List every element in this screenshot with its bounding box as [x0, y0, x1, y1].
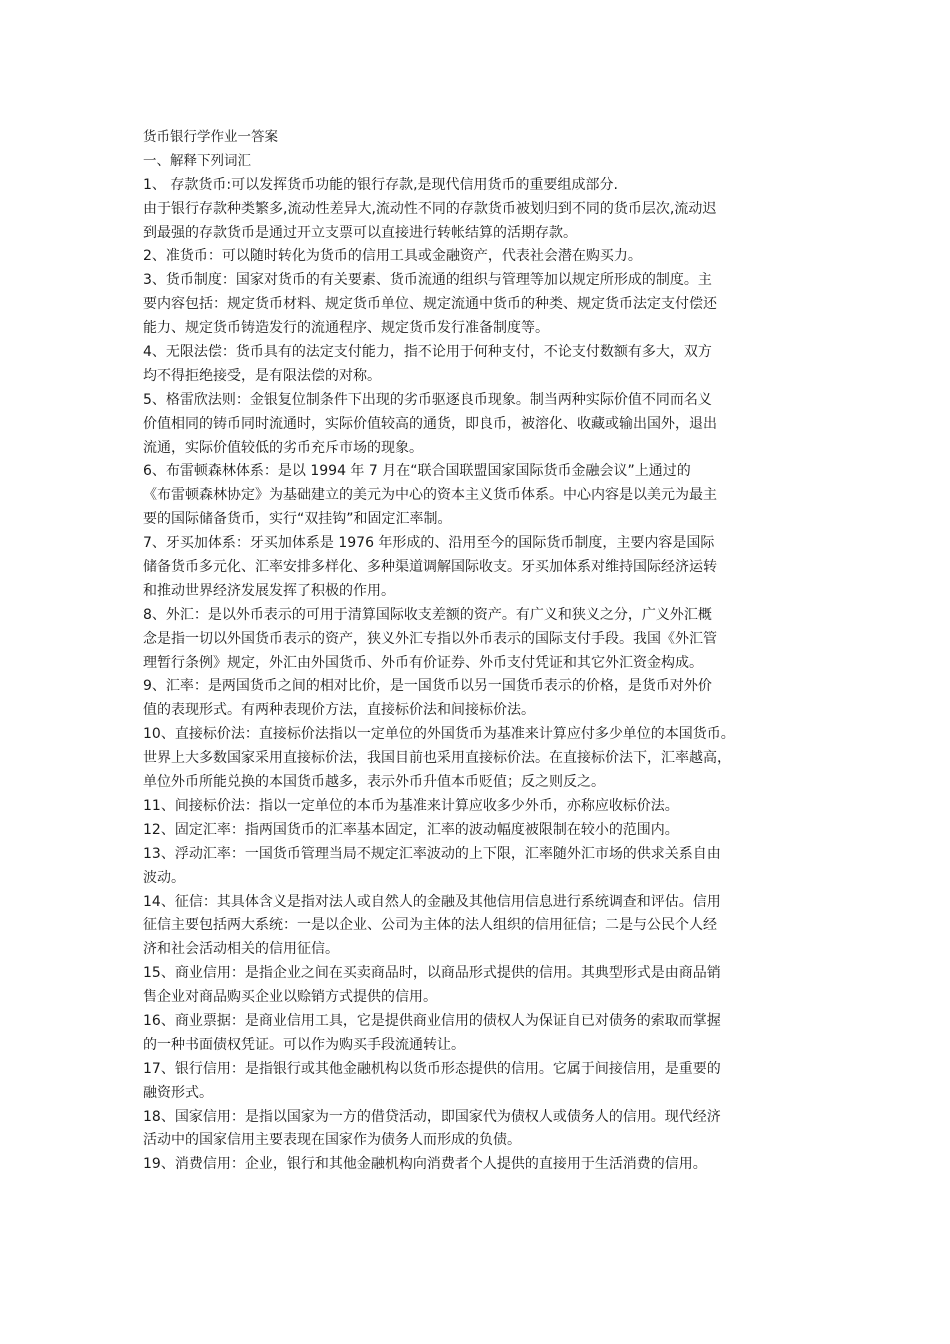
- text-line: 济和社会活动相关的信用征信。: [143, 941, 339, 958]
- text-line: 价值相同的铸币同时流通时，实际价值较高的通货，即良币，被溶化、收藏或输出国外，退出: [143, 415, 717, 432]
- text-line: 7、牙买加体系：牙买加体系是 1976 年形成的、沿用至今的国际货币制度，主要内容是国际: [143, 535, 715, 552]
- text-line: 1、 存款货币:可以发挥货币功能的银行存款,是现代信用货币的重要组成部分.: [143, 176, 618, 193]
- text-line: 《布雷顿森林协定》为基础建立的美元为中心的资本主义货币体系。中心内容是以美元为最主: [143, 487, 717, 504]
- text-line: 波动。: [143, 869, 185, 886]
- text-line: 4、无限法偿：货币具有的法定支付能力，指不论用于何种支付，不论支付数额有多大，双方: [143, 344, 712, 361]
- text-line: 9、汇率：是两国货币之间的相对比价，是一国货币以另一国货币表示的价格，是货币对外价: [143, 678, 712, 695]
- text-line: 3、货币制度：国家对货币的有关要素、货币流通的组织与管理等加以规定所形成的制度。主: [143, 272, 712, 289]
- text-line: 征信主要包括两大系统：一是以企业、公司为主体的法人组织的信用征信；二是与公民个人经: [143, 917, 717, 934]
- text-line: 的一种书面债权凭证。可以作为购买手段流通转让。: [143, 1036, 465, 1053]
- text-line: 12、固定汇率：指两国货币的汇率基本固定，汇率的波动幅度被限制在较小的范围内。: [143, 821, 679, 838]
- text-line: 融资形式。: [143, 1084, 213, 1101]
- text-line: 2、准货币：可以随时转化为货币的信用工具或金融资产，代表社会潜在购买力。: [143, 248, 642, 265]
- text-line: 要内容包括：规定货币材料、规定货币单位、规定流通中货币的种类、规定货币法定支付偿还: [143, 296, 717, 313]
- text-line: 11、间接标价法：指以一定单位的本币为基准来计算应收多少外币，亦称应收标价法。: [143, 797, 679, 814]
- text-line: 理暂行条例》规定，外汇由外国货币、外币有价证券、外币支付凭证和其它外汇资金构成。: [143, 654, 703, 671]
- text-line: 16、商业票据：是商业信用工具，它是提供商业信用的债权人为保证自已对债务的索取而掌握: [143, 1012, 721, 1029]
- text-line: 13、浮动汇率：一国货币管理当局不规定汇率波动的上下限，汇率随外汇市场的供求关系自由: [143, 845, 721, 862]
- text-line: 储备货币多元化、汇率安排多样化、多种渠道调解国际收支。牙买加体系对维持国际经济运转: [143, 559, 717, 576]
- text-line: 18、国家信用：是指以国家为一方的借贷活动，即国家代为债权人或债务人的信用。现代经济: [143, 1108, 721, 1125]
- text-line: 世界上大多数国家采用直接标价法，我国目前也采用直接标价法。在直接标价法下，汇率越高，: [143, 750, 731, 767]
- text-line: 和推动世界经济发展发挥了积极的作用。: [143, 582, 395, 599]
- document-body: [143, 126, 823, 1177]
- document-title: 货币银行学作业一答案: [143, 129, 278, 145]
- text-line: 由于银行存款种类繁多,流动性差异大,流动性不同的存款货币被划归到不同的货币层次,流动迟: [143, 200, 717, 217]
- text-line: 值的表现形式。有两种表现价方法，直接标价法和间接标价法。: [143, 702, 535, 719]
- text-line: 活动中的国家信用主要表现在国家作为债务人而形成的负债。: [143, 1132, 521, 1149]
- section-heading: 一、解释下列词汇: [143, 152, 251, 169]
- text-line: 14、征信：其具体含义是指对法人或自然人的金融及其他信用信息进行系统调查和评估。信用: [143, 893, 721, 910]
- text-line: 到最强的存款货币是通过开立支票可以直接进行转帐结算的活期存款。: [143, 224, 577, 241]
- text-line: 均不得拒绝接受，是有限法偿的对称。: [143, 367, 381, 384]
- text-line: 售企业对商品购买企业以赊销方式提供的信用。: [143, 989, 437, 1006]
- text-line: 单位外币所能兑换的本国货币越多，表示外币升值本币贬值；反之则反之。: [143, 774, 605, 791]
- text-line: 8、外汇：是以外币表示的可用于清算国际收支差额的资产。有广义和狭义之分，广义外汇概: [143, 606, 712, 623]
- text-line: 5、格雷欣法则：金银复位制条件下出现的劣币驱逐良币现象。制当两种实际价值不同而名义: [143, 391, 712, 408]
- text-line: 10、直接标价法：直接标价法指以一定单位的外国货币为基准来计算应付多少单位的本国货币。: [143, 726, 735, 743]
- text-line: 17、银行信用：是指银行或其他金融机构以货币形态提供的信用。它属于间接信用，是重要的: [143, 1060, 721, 1077]
- text-line: 流通，实际价值较低的劣币充斥市场的现象。: [143, 439, 423, 456]
- text-line: 要的国际储备货币，实行“双挂钩”和固定汇率制。: [143, 511, 452, 528]
- text-line: 15、商业信用：是指企业之间在买卖商品时，以商品形式提供的信用。其典型形式是由商品销: [143, 965, 721, 982]
- text-line: 念是指一切以外国货币表示的资产，狭义外汇专指以外币表示的国际支付手段。我国《外汇管: [143, 630, 717, 647]
- text-line: 能力、规定货币铸造发行的流通程序、规定货币发行准备制度等。: [143, 320, 549, 337]
- text-line: 19、消费信用：企业，银行和其他金融机构向消费者个人提供的直接用于生活消费的信用。: [143, 1156, 707, 1173]
- text-line: 6、布雷顿森林体系：是以 1994 年 7 月在“联合国联盟国家国际货币金融会议”上通过的: [143, 463, 691, 480]
